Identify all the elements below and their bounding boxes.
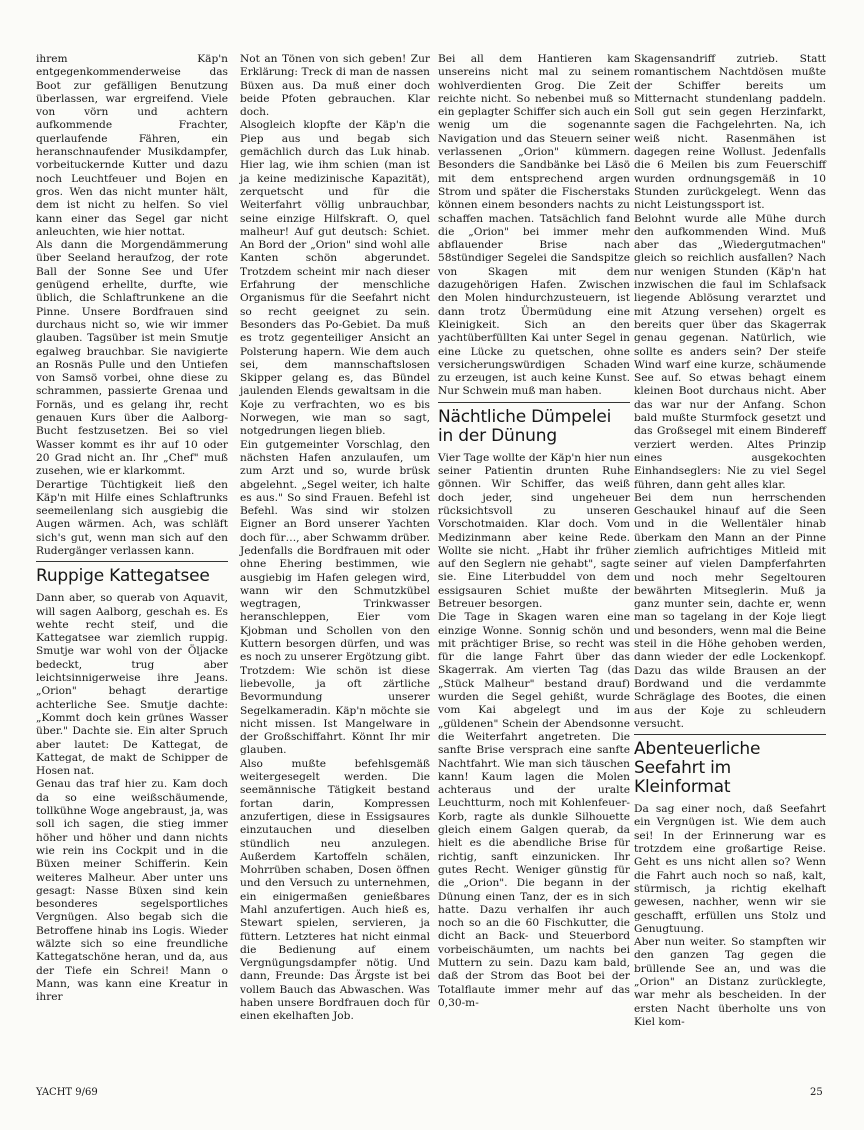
heading-rule: [634, 734, 826, 735]
section-heading-ruppige-kattegatsee: Ruppige Kattegatsee: [36, 566, 210, 587]
paragraph: Ein gutgemeinter Vorschlag, den nächsten Hafen anzulaufen, um zum Arzt und so, wurde brüsk abgelehnt. „Segel weiter, ich halte es aus." So sind Frauen. Befehl ist Befehl. Was sind wir stolzen Eigner an Bord unserer Yachten doch für…, aber Schwamm drüber. Jedenfalls die Bordfrauen mit oder ohne Ehering bestimmen, wie ausgiebig im Hafen gelegen wird, wann wir den Schmutzkübel wegtragen, Trinkwasser heranschleppen, Eier vom Kjobman und Schollen von den Kuttern besorgen dürfen, und was es noch zu unserer Ergötzung gibt. Trotzdem: Wie schön ist diese liebevolle, ja oft zärtliche Bevormundung unserer Segelkameradin. Käp'n möchte sie nicht missen. Ist Mangelware in der Großschiffahrt. Könnt Ihr mir glauben.: [240, 438, 430, 757]
paragraph: Not an Tönen von sich geben! Zur Erklärung: Treck di man de nassen Büxen aus. Da muß einer doch beide Pfoten gebrauchen. Klar doch.: [240, 53, 430, 119]
paragraph: Da sag einer noch, daß Seefahrt ein Vergnügen ist. Wie dem auch sei! In der Erinnerung war es trotzdem eine großartige Reise. Geht es uns nicht allen so? Wenn die Fahrt auch noch so naß, kalt, stürmisch, ja richtig ekelhaft gewesen, nachher, wenn wir sie geschafft, erfüllen uns Stolz und Genugtuung.: [634, 803, 826, 935]
paragraph: Als dann die Morgendämmerung über Seeland heraufzog, der rote Ball der Sonne See und Ufer genügend erhellte, durfte, wie üblich, die Schlaftrunkene an die Pinne. Unsere Bordfrauen sind durchaus nicht so, wie wir immer glauben. Tagsüber ist mein Smutje egalweg brauchbar. Sie navigierte an Rosnäs Pulle und den Untiefen von Samsö vorbei, ohne diese zu schrammen, passierte Grenaa und Fornäs, und es gelang ihr, recht genauen Kurs über die Aalborg-Bucht festzusetzen. Bei so viel Wasser kommt es ihr auf 10 oder 20 Grad nicht an. Ihr „Chef" muß zusehen, wie er klarkommt.: [36, 239, 228, 478]
paragraph: Derartige Tüchtigkeit ließ den Käp'n mit Hilfe eines Schlaftrunks seemeilenlang sich ausgiebig die Augen wärmen. Ach, was schläft sich's gut, wenn man sich auf den Rudergänger verlassen kann.: [36, 478, 228, 557]
paragraph: Die Tage in Skagen waren eine einzige Wonne. Sonnig schön und mit prächtiger Brise, so recht was für die lange Fahrt über das Skagerrak. Am vierten Tag (das „Stück Malheur" bestand drauf) wurden die Segel gehißt, wurde vom Kai abgelegt und im „güldenen" Schein der Abendsonne die Weiterfahrt angetreten. Die sanfte Brise versprach eine sanfte Nachtfahrt. Wie man sich täuschen kann! Kaum lagen die Molen achteraus und der uralte Leuchtturm, noch mit Kohlenfeuer-Korb, ragte als dunkle Silhouette gleich einem Galgen querab, da hielt es die abendliche Brise für richtig, sanft einzunicken. Ihr gutes Recht. Weniger günstig für die „Orion". Die begann in der Dünung einen Tanz, der es in sich hatte. Dazu verhalfen ihr auch noch so an die 60 Fischkutter, die dicht an Back- und Steuerbord vorbeischäumten, um nachts bei Muttern zu sein. Dazu kam bald, daß der Strom das Boot bei der Totalflaute immer mehr auf das 0,30-m-: [438, 611, 630, 1009]
paragraph: Skagensandriff zutrieb. Statt romantischem Nachtdösen mußte der Schiffer bereits um Mitternacht stundenlang paddeln. Soll gut sein gegen Herzinfarkt, sagen die Fachgelehrten. Na, ich weiß nicht. Rasenmähen ist dagegen reine Wollust. Jedenfalls die 6 Meilen bis zum Feuerschiff wurden ordnungsgemäß in 10 Stunden zurückgelegt. Wenn das nicht Leistungssport ist.: [634, 53, 826, 212]
paragraph: ihrem Käp'n entgegenkommenderweise das Boot zur gefälligen Benutzung überlassen, war ergreifend. Viele von vörn und achtern aufkommende Frachter, querlaufende Fähren, ein heranschnaufender Musikdampfer, vorbeituckernde Kutter und dazu noch Leuchtfeuer und Bojen en gros. Wen das nicht munter hält, dem ist nicht zu helfen. So viel kann einer das Segel gar nicht anleuchten, wie hier nottat.: [36, 53, 228, 238]
paragraph: Alsogleich klopfte der Käp'n die Piep aus und begab sich gemächlich durch das Luk hinab. Hier lag, wie ihm schien (man ist ja keine medizinische Kapazität), zerquetscht und für die Weiterfahrt völlig unbrauchbar, seine einzige Hilfskraft. O, quel malheur! Auf gut deutsch: Schiet. An Bord der „Orion" sind wohl alle Kanten schön abgerundet. Trotzdem scheint mir nach dieser Erfahrung der menschliche Organismus für die Seefahrt nicht so recht geeignet zu sein. Besonders das Po-Gebiet. Da muß es trotz gegenteiliger Ansicht an Polsterung hapern. Wie dem auch sei, dem mannschaftslosen Skipper gelang es, das Bündel jaulenden Elends gewaltsam in die Koje zu verfrachten, wo es bis Norwegen, wie man so sagt, notgedrungen liegen blieb.: [240, 119, 430, 438]
article-column-4: [634, 53, 826, 1029]
paragraph: Genau das traf hier zu. Kam doch da so eine weißschäumende, tollkühne Woge angebraust, ja, was soll ich sagen, die stieg immer höher und höher und dann nichts wie rein ins Cockpit und in die Büxen meiner Schifferin. Kein weiteres Malheur. Aber unter uns gesagt: Nasse Büxen sind kein besonderes segelsportliches Vergnügen. Also begab sich die Betroffene hinab ins Logis. Wieder wälzte sich so eine freundliche Kattegatschöne heran, und da, aus der Tiefe ein Schrei! Mann o Mann, was kann eine Kreatur in ihrer: [36, 778, 228, 1004]
heading-rule: [438, 402, 630, 403]
article-column-1: [36, 53, 228, 1004]
paragraph: Dann aber, so querab von Aquavit, will sagen Aalborg, geschah es. Es wehte recht steif, und die Kattegatsee war ziemlich ruppig. Smutje war wohl von der Öljacke bedeckt, trug aber leichtsinnigerweise ihre Jeans. „Orion" behagt derartige achterliche See. Smutje dachte: „Kommt doch kein grünes Wasser über." Dachte sie. Ein alter Spruch aber lautet: De Kattegat, de Kattegat, de makt de Schipper de Hosen nat.: [36, 592, 228, 778]
paragraph: Bei dem nun herrschenden Geschaukel hinauf auf die Seen und in die Wellentäler hinab überkam den Mann an der Pinne ziemlich aufrichtiges Mitleid mit seiner auf vielen Dampferfahrten und noch mehr Segeltouren bewährten Mitseglerin. Muß ja ganz munter sein, dachte er, wenn man so tagelang in der Koje liegt und besonders, wenn mal die Beine steil in die Höhe gehoben werden, dann wieder der edle Lockenkopf. Dazu das wilde Brausen an der Bordwand und die verdammte Schräglage des Bootes, die einen aus der Koje zu schleudern versucht.: [634, 491, 826, 730]
footer-issue-label: YACHT 9/69: [36, 1087, 98, 1098]
section-heading-naechtliche-duempelei: Nächtliche Dümpelei in der Dünung: [438, 406, 612, 446]
paragraph: Aber nun weiter. So stampften wir den ganzen Tag gegen die brüllende See an, und was die „Orion" an Distanz zurücklegte, war mehr als bescheiden. In der ersten Nacht überholte uns von Kiel kom-: [634, 936, 826, 1028]
paragraph: Also mußte befehlsgemäß weitergesegelt werden. Die seemännische Tätigkeit bestand fortan darin, Kompressen anzufertigen, diese in Essigsaures einzutauchen und dieselben stündlich neu anzulegen. Außerdem Kartoffeln schälen, Mohrrüben schaben, Dosen öffnen und den Versuch zu unternehmen, ein einigermaßen genießbares Mahl anzufertigen. Auch hieß es, Stewart spielen, servieren, ja füttern. Letzteres hat nicht einmal die Bedienung auf einem Vergnügungsdampfer nötig. Und dann, Freunde: Das Ärgste ist bei vollem Bauch das Abwaschen. Was haben unsere Bordfrauen doch für einen ekelhaften Job.: [240, 757, 430, 1023]
heading-rule: [36, 561, 228, 562]
paragraph: Bei all dem Hantieren kam unsereins nicht mal zu seinem wohlverdienten Grog. Die Zeit reichte nicht. So nebenbei muß so ein geplagter Schiffer sich auch ein wenig um die sogenannte Navigation und das Steuern seiner verlassenen „Orion" kümmern. Besonders die Sandbänke bei Läsö mit dem entsprechend argen Strom und später die Fischerstaks können einem besonders nachts zu schaffen machen. Tatsächlich fand die „Orion" bei immer mehr abflauender Brise nach 58stündiger Segelei die Sandspitze von Skagen mit dem dazugehörigen Hafen. Zwischen den Molen hindurchzusteuern, ist dann trotz Übermüdung eine Kleinigkeit. Sich an den yachtüberfüllten Kai unter Segel in eine Lücke zu quetschen, ohne versicherungswürdigen Schaden zu erzeugen, ist auch keine Kunst. Nur Schwein muß man haben.: [438, 53, 630, 398]
paragraph: Belohnt wurde alle Mühe durch den aufkommenden Wind. Muß aber das „Wiedergutmachen" gleich so reichlich ausfallen? Nach nur wenigen Stunden (Käp'n hat inzwischen die faul im Schlafsack liegende Ablösung verarztet und mit Atzung versehen) orgelt es bereits quer über das Skagerrak genau gegenan. Natürlich, wie sollte es anders sein? Der steife Wind warf eine kurze, schäumende See auf. So etwas behagt einem kleinen Boot durchaus nicht. Aber das war nur der Anfang. Schon bald mußte Sturmfock gesetzt und das Großsegel mit einem Bindereff verziert werden. Altes Prinzip eines ausgekochten Einhandseglers: Nie zu viel Segel führen, dann geht alles klar.: [634, 212, 826, 491]
article-column-2: [240, 53, 430, 1024]
article-column-3: [438, 53, 630, 1010]
paragraph: Vier Tage wollte der Käp'n hier nun seiner Patientin drunten Ruhe gönnen. Wir Schiffer, das weiß doch jeder, sind ungeheuer rücksichtsvoll zu unseren Vorschotmaiden. Klar doch. Vom Medizinmann aber keine Rede. Wollte sie nicht. „Habt ihr früher auf den Seglern nie gehabt", sagte sie. Eine Literbuddel von dem essigsauren Schiet mußte der Betreuer besorgen.: [438, 451, 630, 610]
footer-page-number: 25: [810, 1087, 823, 1098]
section-heading-abenteuerliche-seefahrt: Abenteuerliche Seefahrt im Kleinformat: [634, 739, 761, 798]
